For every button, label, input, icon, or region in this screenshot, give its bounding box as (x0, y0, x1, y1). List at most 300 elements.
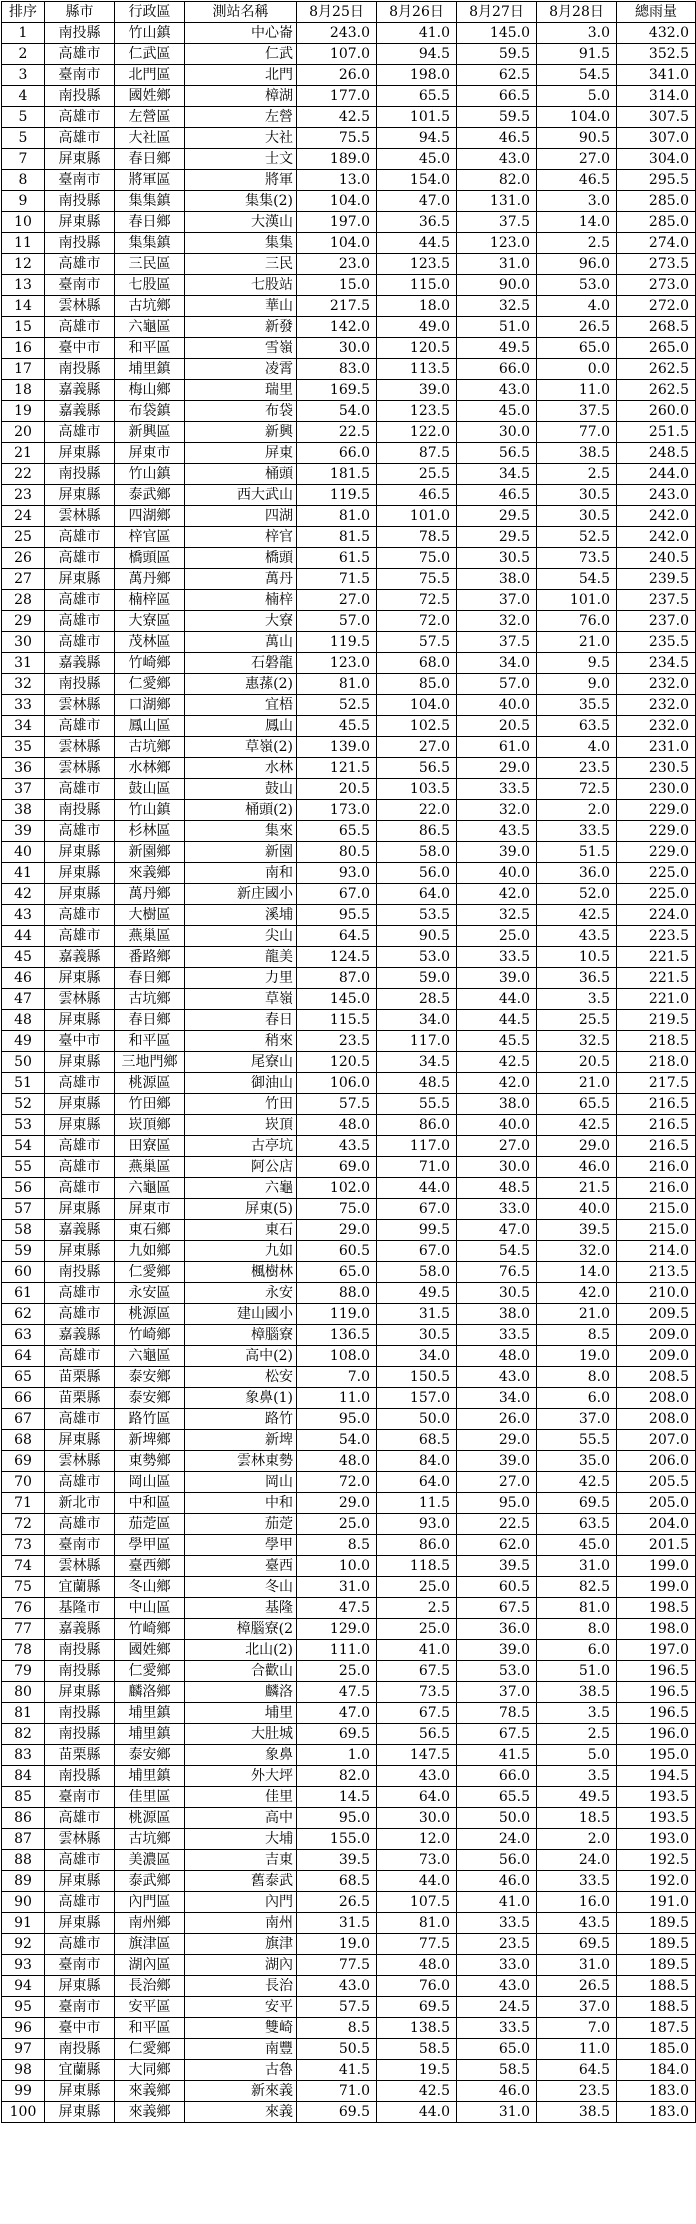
district-cell: 泰武鄉 (115, 485, 185, 506)
aug28-cell: 14.0 (537, 1262, 617, 1283)
station-cell: 北門 (185, 65, 297, 86)
rank-cell: 10 (2, 212, 45, 233)
table-row (2, 1283, 696, 1304)
aug25-cell: 20.5 (297, 779, 377, 800)
district-cell: 佳里區 (115, 1787, 185, 1808)
county-cell: 屏東縣 (45, 2081, 115, 2102)
aug28-cell: 11.0 (537, 2039, 617, 2060)
rank-cell: 40 (2, 842, 45, 863)
aug25-cell: 11.0 (297, 1388, 377, 1409)
total-cell: 193.0 (617, 1829, 696, 1850)
aug25-cell: 60.5 (297, 1241, 377, 1262)
county-cell: 屏東縣 (45, 1430, 115, 1451)
table-row (2, 2081, 696, 2102)
rank-cell: 93 (2, 1955, 45, 1976)
district-cell: 萬丹鄉 (115, 884, 185, 905)
aug28-cell: 65.0 (537, 338, 617, 359)
station-cell: 阿公店 (185, 1157, 297, 1178)
station-cell: 中和 (185, 1493, 297, 1514)
aug27-cell: 24.5 (457, 1997, 537, 2018)
station-cell: 合歡山 (185, 1661, 297, 1682)
total-cell: 248.5 (617, 443, 696, 464)
county-cell: 屏東縣 (45, 1094, 115, 1115)
district-cell: 來義鄉 (115, 2081, 185, 2102)
table-row (2, 863, 696, 884)
table-row (2, 296, 696, 317)
station-cell: 象鼻 (185, 1745, 297, 1766)
aug28-cell: 3.0 (537, 191, 617, 212)
rank-cell: 70 (2, 1472, 45, 1493)
county-cell: 高雄市 (45, 926, 115, 947)
aug26-cell: 31.5 (377, 1304, 457, 1325)
aug25-cell: 197.0 (297, 212, 377, 233)
aug28-cell: 38.5 (537, 1682, 617, 1703)
aug27-cell: 32.0 (457, 800, 537, 821)
station-cell: 新來義 (185, 2081, 297, 2102)
aug26-cell: 57.5 (377, 632, 457, 653)
aug27-cell: 45.5 (457, 1031, 537, 1052)
total-cell: 206.0 (617, 1451, 696, 1472)
aug26-cell: 157.0 (377, 1388, 457, 1409)
aug28-cell: 69.5 (537, 1493, 617, 1514)
station-cell: 大肚城 (185, 1724, 297, 1745)
station-cell: 雪嶺 (185, 338, 297, 359)
aug27-cell: 30.0 (457, 422, 537, 443)
aug26-cell: 69.5 (377, 1997, 457, 2018)
aug28-cell: 45.0 (537, 1535, 617, 1556)
station-cell: 七股站 (185, 275, 297, 296)
total-cell: 216.0 (617, 1178, 696, 1199)
total-cell: 221.0 (617, 989, 696, 1010)
table-row (2, 905, 696, 926)
aug27-cell: 26.0 (457, 1409, 537, 1430)
county-cell: 高雄市 (45, 632, 115, 653)
district-cell: 茄萣區 (115, 1514, 185, 1535)
rank-cell: 31 (2, 653, 45, 674)
aug26-cell: 25.0 (377, 1577, 457, 1598)
county-cell: 高雄市 (45, 1808, 115, 1829)
total-cell: 230.5 (617, 758, 696, 779)
aug25-cell: 87.0 (297, 968, 377, 989)
aug25-cell: 81.0 (297, 674, 377, 695)
county-cell: 高雄市 (45, 1178, 115, 1199)
station-cell: 萬丹 (185, 569, 297, 590)
district-cell: 崁頂鄉 (115, 1115, 185, 1136)
total-cell: 223.5 (617, 926, 696, 947)
district-cell: 安平區 (115, 1997, 185, 2018)
aug28-cell: 52.5 (537, 527, 617, 548)
aug28-cell: 101.0 (537, 590, 617, 611)
station-cell: 力里 (185, 968, 297, 989)
table-row (2, 1934, 696, 1955)
district-cell: 來義鄉 (115, 2102, 185, 2123)
aug27-cell: 33.0 (457, 1199, 537, 1220)
district-cell: 竹山鎮 (115, 464, 185, 485)
aug26-cell: 101.5 (377, 107, 457, 128)
aug26-cell: 25.5 (377, 464, 457, 485)
aug26-cell: 30.0 (377, 1808, 457, 1829)
county-cell: 嘉義縣 (45, 380, 115, 401)
aug26-cell: 2.5 (377, 1598, 457, 1619)
rank-cell: 100 (2, 2102, 45, 2123)
aug26-cell: 50.0 (377, 1409, 457, 1430)
table-row (2, 149, 696, 170)
aug25-cell: 95.5 (297, 905, 377, 926)
station-cell: 東石 (185, 1220, 297, 1241)
aug27-cell: 43.0 (457, 380, 537, 401)
aug26-cell: 45.0 (377, 149, 457, 170)
aug26-cell: 94.5 (377, 128, 457, 149)
district-cell: 大樹區 (115, 905, 185, 926)
total-cell: 208.0 (617, 1388, 696, 1409)
county-cell: 屏東縣 (45, 1115, 115, 1136)
aug26-cell: 68.0 (377, 653, 457, 674)
aug28-cell: 6.0 (537, 1388, 617, 1409)
aug26-cell: 87.5 (377, 443, 457, 464)
aug25-cell: 43.0 (297, 1976, 377, 1997)
aug27-cell: 123.0 (457, 233, 537, 254)
aug28-cell: 36.0 (537, 863, 617, 884)
aug26-cell: 71.0 (377, 1157, 457, 1178)
county-cell: 屏東縣 (45, 569, 115, 590)
aug26-cell: 150.5 (377, 1367, 457, 1388)
rank-cell: 27 (2, 569, 45, 590)
aug27-cell: 33.5 (457, 2018, 537, 2039)
table-row (2, 1766, 696, 1787)
station-cell: 南和 (185, 863, 297, 884)
table-row (2, 1850, 696, 1871)
aug27-cell: 34.0 (457, 1388, 537, 1409)
aug28-cell: 72.5 (537, 779, 617, 800)
rank-cell: 61 (2, 1283, 45, 1304)
aug26-cell: 53.5 (377, 905, 457, 926)
aug25-cell: 217.5 (297, 296, 377, 317)
table-row (2, 1052, 696, 1073)
aug27-cell: 36.0 (457, 1619, 537, 1640)
total-cell: 225.0 (617, 884, 696, 905)
aug25-cell: 19.0 (297, 1934, 377, 1955)
aug25-cell: 111.0 (297, 1640, 377, 1661)
district-cell: 國姓鄉 (115, 1640, 185, 1661)
aug25-cell: 93.0 (297, 863, 377, 884)
aug28-cell: 51.5 (537, 842, 617, 863)
aug25-cell: 88.0 (297, 1283, 377, 1304)
district-cell: 番路鄉 (115, 947, 185, 968)
district-cell: 六龜區 (115, 317, 185, 338)
aug25-cell: 57.5 (297, 1997, 377, 2018)
total-cell: 198.5 (617, 1598, 696, 1619)
rank-cell: 13 (2, 275, 45, 296)
aug26-cell: 46.5 (377, 485, 457, 506)
aug28-cell: 38.5 (537, 443, 617, 464)
table-row (2, 1493, 696, 1514)
aug25-cell: 26.5 (297, 1892, 377, 1913)
aug28-cell: 91.5 (537, 44, 617, 65)
county-cell: 高雄市 (45, 1346, 115, 1367)
rank-cell: 51 (2, 1073, 45, 1094)
aug27-cell: 66.0 (457, 1766, 537, 1787)
station-cell: 梓官 (185, 527, 297, 548)
table-row (2, 2060, 696, 2081)
total-cell: 196.5 (617, 1661, 696, 1682)
table-row (2, 1136, 696, 1157)
county-cell: 屏東縣 (45, 443, 115, 464)
rank-cell: 96 (2, 2018, 45, 2039)
aug27-cell: 78.5 (457, 1703, 537, 1724)
aug28-cell: 24.0 (537, 1850, 617, 1871)
aug25-cell: 69.5 (297, 2102, 377, 2123)
total-cell: 189.5 (617, 1913, 696, 1934)
total-cell: 262.5 (617, 359, 696, 380)
district-cell: 古坑鄉 (115, 737, 185, 758)
rank-cell: 97 (2, 2039, 45, 2060)
aug27-cell: 44.0 (457, 989, 537, 1010)
aug25-cell: 107.0 (297, 44, 377, 65)
aug25-cell: 69.0 (297, 1157, 377, 1178)
county-cell: 屏東縣 (45, 1682, 115, 1703)
district-cell: 學甲區 (115, 1535, 185, 1556)
total-cell: 205.5 (617, 1472, 696, 1493)
aug28-cell: 53.0 (537, 275, 617, 296)
rank-cell: 23 (2, 485, 45, 506)
aug28-cell: 8.5 (537, 1325, 617, 1346)
station-cell: 新庄國小 (185, 884, 297, 905)
district-cell: 春日鄉 (115, 1010, 185, 1031)
table-row (2, 212, 696, 233)
table-row (2, 1304, 696, 1325)
aug27-cell: 22.5 (457, 1514, 537, 1535)
district-cell: 茂林區 (115, 632, 185, 653)
county-cell: 屏東縣 (45, 212, 115, 233)
aug26-cell: 117.0 (377, 1136, 457, 1157)
table-body (2, 23, 696, 2123)
aug25-cell: 139.0 (297, 737, 377, 758)
aug27-cell: 46.0 (457, 2081, 537, 2102)
table-row (2, 254, 696, 275)
table-row (2, 1367, 696, 1388)
header-row (2, 2, 696, 23)
aug28-cell: 18.5 (537, 1808, 617, 1829)
county-cell: 苗栗縣 (45, 1367, 115, 1388)
aug27-cell: 62.0 (457, 1535, 537, 1556)
aug27-cell: 37.5 (457, 212, 537, 233)
station-cell: 岡山 (185, 1472, 297, 1493)
total-cell: 208.0 (617, 1409, 696, 1430)
table-row (2, 1430, 696, 1451)
table-row (2, 23, 696, 44)
aug25-cell: 177.0 (297, 86, 377, 107)
station-cell: 楓樹林 (185, 1262, 297, 1283)
total-cell: 229.0 (617, 842, 696, 863)
county-cell: 雲林縣 (45, 296, 115, 317)
district-cell: 仁愛鄉 (115, 1661, 185, 1682)
aug28-cell: 37.5 (537, 401, 617, 422)
county-cell: 苗栗縣 (45, 1388, 115, 1409)
county-cell: 南投縣 (45, 86, 115, 107)
total-cell: 199.0 (617, 1577, 696, 1598)
aug27-cell: 51.0 (457, 317, 537, 338)
header-aug25: 8月25日 (297, 2, 377, 23)
aug26-cell: 117.0 (377, 1031, 457, 1052)
table-row (2, 1682, 696, 1703)
rank-cell: 32 (2, 674, 45, 695)
aug27-cell: 53.0 (457, 1661, 537, 1682)
district-cell: 將軍區 (115, 170, 185, 191)
rank-cell: 11 (2, 233, 45, 254)
aug25-cell: 77.5 (297, 1955, 377, 1976)
aug25-cell: 30.0 (297, 338, 377, 359)
station-cell: 古魯 (185, 2060, 297, 2081)
aug26-cell: 56.5 (377, 1724, 457, 1745)
aug28-cell: 3.5 (537, 1703, 617, 1724)
aug27-cell: 49.5 (457, 338, 537, 359)
aug26-cell: 44.5 (377, 233, 457, 254)
aug27-cell: 45.0 (457, 401, 537, 422)
aug28-cell: 69.5 (537, 1934, 617, 1955)
total-cell: 229.0 (617, 800, 696, 821)
rank-cell: 12 (2, 254, 45, 275)
station-cell: 雙崎 (185, 2018, 297, 2039)
station-cell: 宜梧 (185, 695, 297, 716)
aug25-cell: 81.0 (297, 506, 377, 527)
aug26-cell: 12.0 (377, 1829, 457, 1850)
table-row (2, 65, 696, 86)
rank-cell: 54 (2, 1136, 45, 1157)
aug26-cell: 47.0 (377, 191, 457, 212)
table-row (2, 86, 696, 107)
table-row (2, 506, 696, 527)
rank-cell: 52 (2, 1094, 45, 1115)
total-cell: 193.5 (617, 1787, 696, 1808)
table-row (2, 1703, 696, 1724)
table-row (2, 443, 696, 464)
total-cell: 192.5 (617, 1850, 696, 1871)
aug26-cell: 64.0 (377, 1787, 457, 1808)
aug28-cell: 90.5 (537, 128, 617, 149)
station-cell: 華山 (185, 296, 297, 317)
aug26-cell: 64.0 (377, 1472, 457, 1493)
aug27-cell: 43.5 (457, 821, 537, 842)
district-cell: 梅山鄉 (115, 380, 185, 401)
rank-cell: 55 (2, 1157, 45, 1178)
station-cell: 雲林東勢 (185, 1451, 297, 1472)
aug27-cell: 43.0 (457, 149, 537, 170)
aug28-cell: 77.0 (537, 422, 617, 443)
station-cell: 西大武山 (185, 485, 297, 506)
county-cell: 屏東縣 (45, 2102, 115, 2123)
aug28-cell: 16.0 (537, 1892, 617, 1913)
aug28-cell: 55.5 (537, 1430, 617, 1451)
aug26-cell: 42.5 (377, 2081, 457, 2102)
aug25-cell: 69.5 (297, 1724, 377, 1745)
aug28-cell: 8.0 (537, 1619, 617, 1640)
station-cell: 御油山 (185, 1073, 297, 1094)
total-cell: 285.0 (617, 191, 696, 212)
total-cell: 189.5 (617, 1955, 696, 1976)
total-cell: 237.5 (617, 590, 696, 611)
aug27-cell: 27.0 (457, 1136, 537, 1157)
district-cell: 岡山區 (115, 1472, 185, 1493)
table-row (2, 1262, 696, 1283)
aug28-cell: 23.5 (537, 758, 617, 779)
county-cell: 高雄市 (45, 1073, 115, 1094)
table-row (2, 926, 696, 947)
aug28-cell: 6.0 (537, 1640, 617, 1661)
district-cell: 古坑鄉 (115, 296, 185, 317)
county-cell: 南投縣 (45, 359, 115, 380)
aug25-cell: 26.0 (297, 65, 377, 86)
table-row (2, 485, 696, 506)
aug28-cell: 3.5 (537, 989, 617, 1010)
aug27-cell: 66.5 (457, 86, 537, 107)
total-cell: 285.0 (617, 212, 696, 233)
total-cell: 188.5 (617, 1997, 696, 2018)
total-cell: 242.0 (617, 506, 696, 527)
station-cell: 安平 (185, 1997, 297, 2018)
rank-cell: 29 (2, 611, 45, 632)
aug27-cell: 37.0 (457, 1682, 537, 1703)
total-cell: 244.0 (617, 464, 696, 485)
aug26-cell: 43.0 (377, 1766, 457, 1787)
aug28-cell: 32.0 (537, 1241, 617, 1262)
aug25-cell: 243.0 (297, 23, 377, 44)
aug27-cell: 38.0 (457, 569, 537, 590)
total-cell: 191.0 (617, 1892, 696, 1913)
county-cell: 高雄市 (45, 1136, 115, 1157)
total-cell: 201.5 (617, 1535, 696, 1556)
aug27-cell: 43.0 (457, 1976, 537, 1997)
aug25-cell: 189.0 (297, 149, 377, 170)
table-row (2, 170, 696, 191)
table-row (2, 380, 696, 401)
aug25-cell: 82.0 (297, 1766, 377, 1787)
district-cell: 國姓鄉 (115, 86, 185, 107)
table-row (2, 653, 696, 674)
station-cell: 路竹 (185, 1409, 297, 1430)
aug28-cell: 76.0 (537, 611, 617, 632)
rank-cell: 30 (2, 632, 45, 653)
district-cell: 竹崎鄉 (115, 1619, 185, 1640)
aug27-cell: 95.0 (457, 1493, 537, 1514)
station-cell: 大社 (185, 128, 297, 149)
station-cell: 楠梓 (185, 590, 297, 611)
station-cell: 春日 (185, 1010, 297, 1031)
station-cell: 北山(2) (185, 1640, 297, 1661)
aug28-cell: 21.5 (537, 1178, 617, 1199)
aug27-cell: 30.5 (457, 548, 537, 569)
county-cell: 南投縣 (45, 1766, 115, 1787)
aug28-cell: 96.0 (537, 254, 617, 275)
aug26-cell: 34.5 (377, 1052, 457, 1073)
district-cell: 燕巢區 (115, 926, 185, 947)
aug25-cell: 145.0 (297, 989, 377, 1010)
aug25-cell: 119.5 (297, 632, 377, 653)
county-cell: 臺南市 (45, 170, 115, 191)
station-cell: 永安 (185, 1283, 297, 1304)
aug25-cell: 129.0 (297, 1619, 377, 1640)
aug28-cell: 65.5 (537, 1094, 617, 1115)
district-cell: 泰安鄉 (115, 1745, 185, 1766)
station-cell: 臺西 (185, 1556, 297, 1577)
station-cell: 鳳山 (185, 716, 297, 737)
table-row (2, 1451, 696, 1472)
total-cell: 232.0 (617, 695, 696, 716)
district-cell: 桃源區 (115, 1808, 185, 1829)
total-cell: 193.5 (617, 1808, 696, 1829)
district-cell: 內門區 (115, 1892, 185, 1913)
table-row (2, 1619, 696, 1640)
aug27-cell: 145.0 (457, 23, 537, 44)
